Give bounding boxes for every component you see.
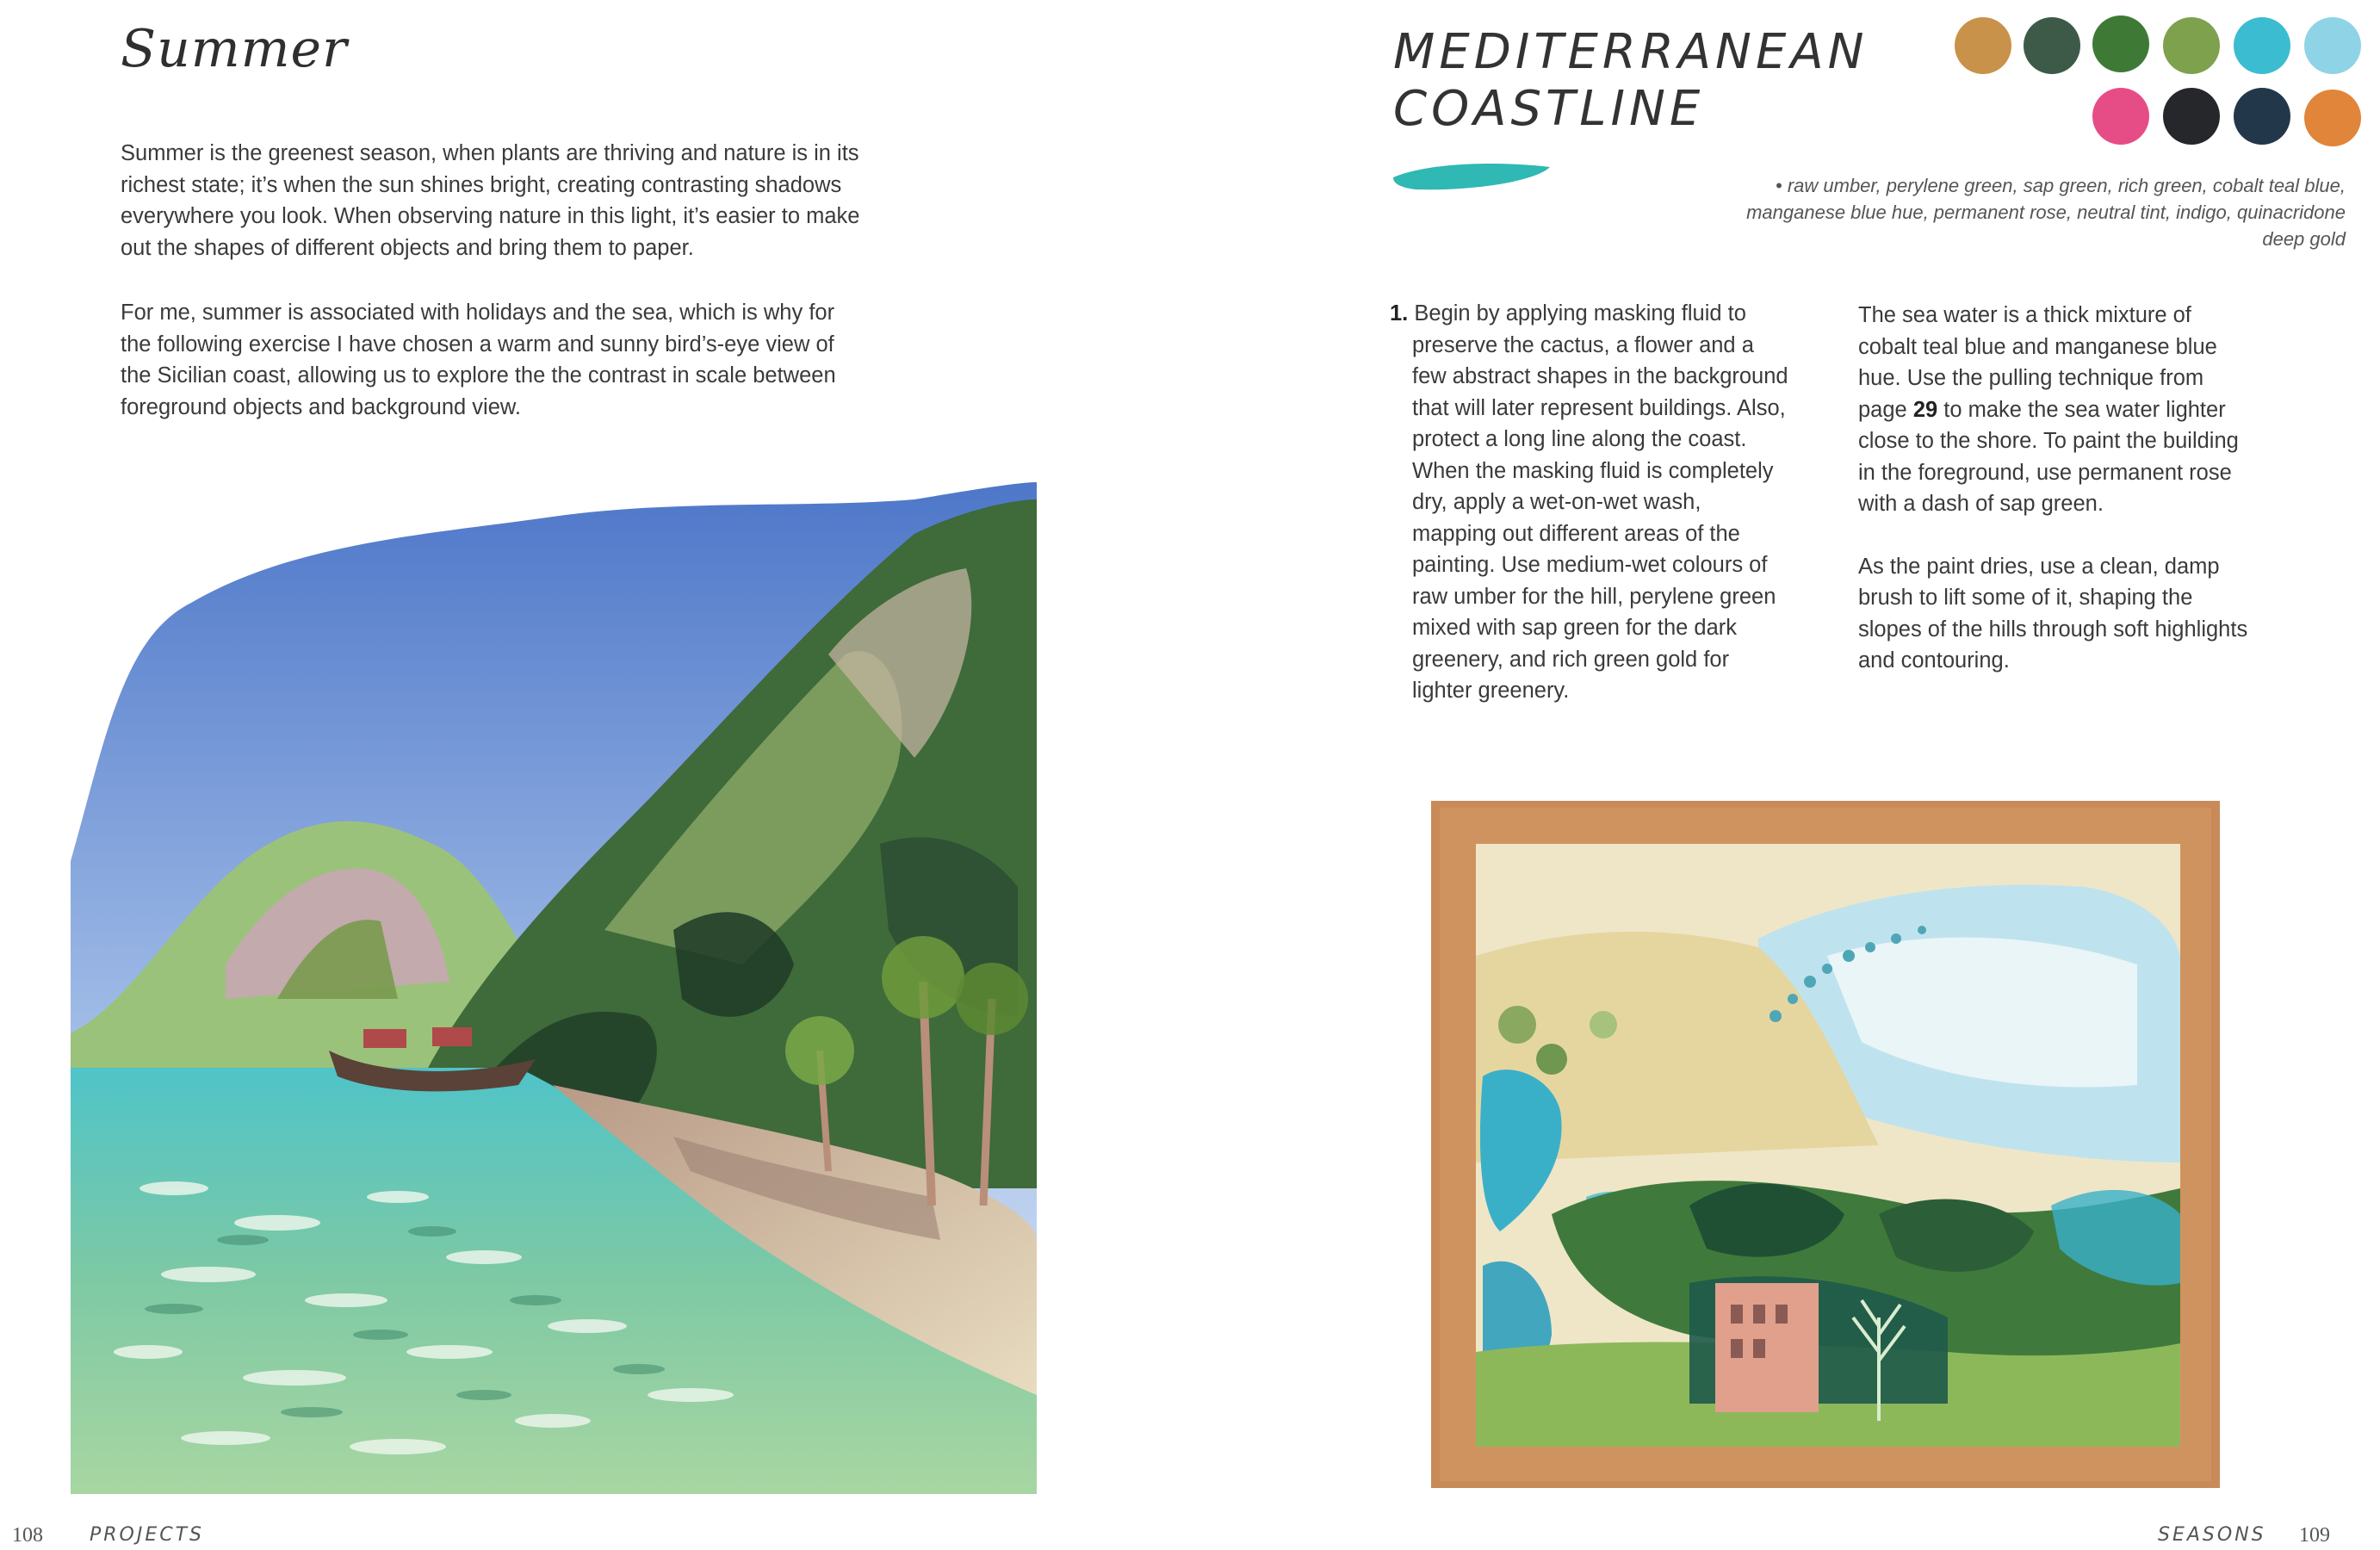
swatch-indigo — [2234, 88, 2290, 145]
intro-paragraph-1: Summer is the greenest season, when plants are thriving and nature is in its richest state; it’s when the sun shines bright, creating contrasting shadows everywhere you look. When observing nature in this light, it’s easier to make out the shapes of different objects and bring them to paper. — [121, 141, 860, 260]
swatch-quinacridone-deep-gold — [2304, 90, 2361, 146]
page-number-right: 109 — [2299, 1524, 2330, 1547]
lifting-paragraph: As the paint dries, use a clean, damp brush to lift some of it, shaping the slopes of the hills through soft highlights and contouring. — [1858, 554, 2248, 673]
step-1-text: Begin by applying masking fluid to preserve the cactus, a flower and a few abstract shapes in the background that will later represent buildings. Also, protect a long line along the coast. When the masking fluid is completely dry, apply a wet-on-wet wash, mapping out different areas of the painting. Use medium-wet colours of raw umber for the hill, perylene green mixed with sap green for the dark greenery, and rich green gold for lighter greenery. — [1412, 301, 1788, 703]
running-head-right: SEASONS — [2158, 1524, 2266, 1546]
swatch-sap-green — [2092, 16, 2149, 72]
swatch-neutral-tint — [2163, 88, 2220, 145]
page-number-left: 108 — [12, 1524, 43, 1547]
intro-paragraph-2: For me, summer is associated with holidays and the sea, which is why for the following exercise I have chosen a warm and sunny bird’s-eye view of the Sicilian coast, allowing us to explore the the contrast in scale between foreground objects and background view. — [121, 301, 836, 419]
swatch-raw-umber — [1955, 17, 2011, 74]
teal-brush-stroke — [1390, 158, 1553, 195]
swatch-permanent-rose — [2092, 88, 2149, 145]
sea-water-paragraph — [1858, 300, 2254, 520]
work-in-progress-painting — [1431, 801, 2220, 1488]
colour-caption-text: raw umber, perylene green, sap green, rich green, cobalt teal blue, manganese blue hue, permanent rose, neutral tint, indigo, quinacridone deep gold — [1746, 175, 2346, 250]
running-head-left: PROJECTS — [90, 1524, 205, 1546]
right-page — [1190, 0, 2380, 1550]
step-number: 1. — [1390, 301, 1409, 326]
page-title-summer: Summer — [121, 19, 348, 79]
colour-list-caption — [1743, 172, 2346, 252]
coastline-watercolor-illustration — [71, 482, 1037, 1494]
page-reference: 29 — [1912, 397, 1938, 422]
colour-caption-bullet: • — [1776, 175, 1782, 196]
instructions-column-2 — [1858, 300, 2254, 677]
project-title-line-1: MEDITERRANEAN — [1393, 24, 1869, 80]
project-title — [1393, 24, 1869, 137]
swatch-rich-green — [2163, 17, 2220, 74]
swatch-manganese-blue-hue — [2304, 17, 2361, 74]
project-title-line-2: COASTLINE — [1393, 80, 1705, 137]
sea-water-text-after: to make the sea water lighter close to the shore. To paint the building in the foreground, use permanent rose with a dash of sap green. — [1858, 397, 2239, 516]
swatch-cobalt-teal-blue — [2234, 17, 2290, 74]
step-1-paragraph — [1390, 298, 1791, 707]
sea-water-text-before: The sea water is a thick mixture of cobalt teal blue and manganese blue hue. Use the pulling technique from page — [1858, 303, 2217, 422]
swatch-perylene-green — [2024, 17, 2080, 74]
